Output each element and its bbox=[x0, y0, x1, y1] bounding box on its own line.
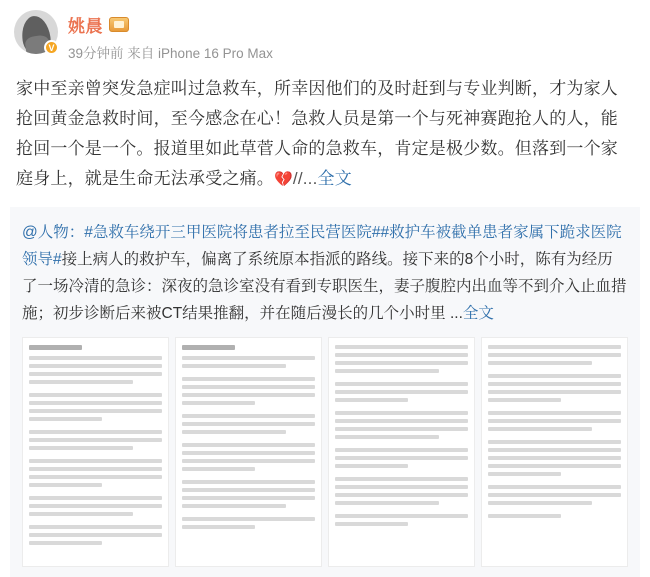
article-screenshot[interactable] bbox=[22, 337, 169, 567]
post-header bbox=[0, 0, 650, 66]
article-screenshot-grid bbox=[22, 337, 628, 567]
article-screenshot[interactable] bbox=[328, 337, 475, 567]
article-screenshot[interactable] bbox=[481, 337, 628, 567]
quoted-expand-link[interactable]: 全文 bbox=[462, 305, 494, 322]
quoted-post-card[interactable] bbox=[10, 207, 640, 577]
medal-icon bbox=[109, 17, 129, 32]
expand-full-text-link[interactable]: 全文 bbox=[317, 169, 352, 188]
author-name[interactable]: 姚晨 bbox=[68, 17, 103, 36]
header-info bbox=[68, 10, 273, 62]
repost-separator: //... bbox=[292, 169, 318, 188]
name-row bbox=[68, 12, 273, 37]
quoted-post-text bbox=[22, 219, 628, 327]
post-time: 39分钟前 bbox=[68, 46, 124, 61]
topic-links[interactable]: #急救车绕开三甲医院将患者拉至民营医院##救护车被截单患者家属下跪求医院领导# bbox=[22, 224, 622, 268]
broken-heart-icon: 💔 bbox=[274, 171, 293, 188]
post-source: 来自 iPhone 16 Pro Max bbox=[127, 46, 273, 61]
post-body bbox=[0, 66, 650, 195]
post-meta bbox=[68, 42, 273, 62]
verified-badge-icon: V bbox=[44, 40, 59, 55]
mention-link[interactable]: @人物： bbox=[22, 224, 85, 241]
avatar[interactable] bbox=[14, 10, 58, 54]
quoted-body-text: 接上病人的救护车，偏离了系统原本指派的路线。接下来的8个小时，陈有为经历了一场冷清的急诊：深夜的急诊室没有看到专职医生，妻子腹腔内出血等不到介入止血措施；初步诊断后来被CT结果推翻，并在随后漫长的几个小时里 ... bbox=[22, 251, 627, 322]
post-body-text: 家中至亲曾突发急症叫过急救车，所幸因他们的及时赶到与专业判断，才为家人抢回黄金急救时间，至今感念在心！急救人员是第一个与死神赛跑抢人的人，能抢回一个是一个。报道里如此草菅人命的急救车，肯定是极少数。但落到一个家庭身上，就是生命无法承受之痛。 bbox=[16, 79, 618, 188]
article-screenshot[interactable] bbox=[175, 337, 322, 567]
